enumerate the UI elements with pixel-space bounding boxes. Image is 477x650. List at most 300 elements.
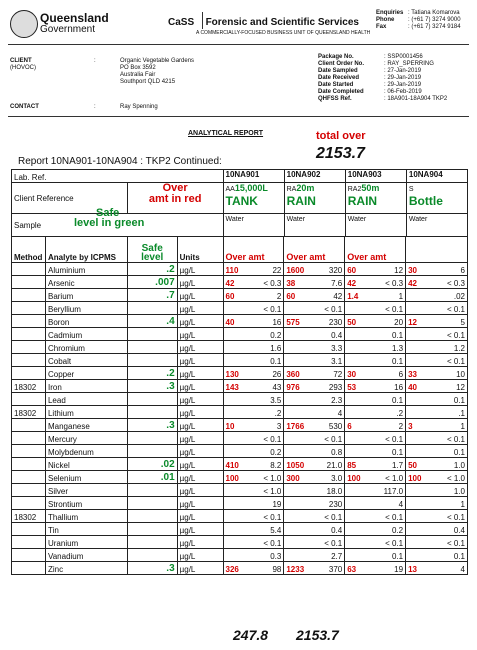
value-cell xyxy=(223,315,284,328)
value-cell xyxy=(284,471,345,484)
client-address-line: Organic Vegetable Gardens xyxy=(120,58,195,64)
measured-value: 18.0 xyxy=(326,487,343,496)
value-pair xyxy=(286,526,342,535)
safe-level-cell xyxy=(127,497,177,510)
value-pair xyxy=(286,409,342,418)
value-cell xyxy=(406,263,468,276)
org-name xyxy=(40,12,109,36)
client-ref-small: S xyxy=(408,186,414,193)
value-cell xyxy=(345,445,406,458)
value-pair xyxy=(286,318,342,327)
over-amount: 60 xyxy=(225,292,235,301)
measured-value: 5 xyxy=(460,318,465,327)
value-pair xyxy=(286,500,342,509)
table-row xyxy=(12,393,468,406)
over-amount: 63 xyxy=(347,565,357,574)
value-cell xyxy=(223,276,284,289)
clientref-cells-col xyxy=(224,183,284,213)
table-row xyxy=(12,302,468,315)
measured-value: 1.0 xyxy=(453,487,465,496)
unit-cell: µg/L xyxy=(177,471,223,484)
value-cell xyxy=(284,419,345,432)
value-cell xyxy=(406,536,468,549)
measured-value: 0.1 xyxy=(453,552,465,561)
client-ref-hand-small: 50m xyxy=(361,183,380,193)
value-pair xyxy=(347,487,403,496)
total-col2: 2153.7 xyxy=(296,627,339,643)
measured-value: 3.0 xyxy=(331,474,343,483)
analyte-cell: Copper xyxy=(45,367,127,380)
client-ref-label: Client Reference xyxy=(12,183,128,214)
analyte-cell: Vanadium xyxy=(45,549,127,562)
sample-cells-col xyxy=(284,214,345,236)
package-label: Date Completed xyxy=(318,89,364,95)
measured-value: 1.3 xyxy=(391,344,404,353)
measured-value: 22 xyxy=(272,266,282,275)
over-amount: 6 xyxy=(347,422,352,431)
value-cell xyxy=(345,393,406,406)
value-pair xyxy=(226,461,282,470)
sample-row xyxy=(12,214,468,237)
value-pair xyxy=(286,461,342,470)
over-amount: 42 xyxy=(408,279,417,288)
measured-value: < 1.0 xyxy=(263,474,282,483)
client-ref-small: RA xyxy=(286,186,297,193)
contact-row-value: : Tatiana Komarova xyxy=(408,10,460,16)
analyte-cell: Cadmium xyxy=(45,328,127,341)
value-pair xyxy=(347,435,403,444)
value-cell xyxy=(345,302,406,315)
over-amount: 410 xyxy=(225,461,239,470)
over-amount: 100 xyxy=(347,474,361,483)
table-row xyxy=(12,549,468,562)
over-amount: 50 xyxy=(347,318,357,327)
value-cell xyxy=(345,536,406,549)
table-row xyxy=(12,328,468,341)
measured-value: 2 xyxy=(398,422,404,431)
value-cell xyxy=(284,549,345,562)
package-row xyxy=(318,96,477,103)
value-cell xyxy=(345,432,406,445)
value-cell xyxy=(345,406,406,419)
unit-cell: µg/L xyxy=(177,302,223,315)
sample-type: Water xyxy=(347,216,367,223)
client-ref-hand-big: RAIN xyxy=(286,194,316,208)
value-cell xyxy=(284,562,345,575)
package-label: Date Received xyxy=(318,75,360,81)
value-pair xyxy=(286,513,342,522)
measured-value: 230 xyxy=(328,318,343,327)
level-in-green-note: level in green xyxy=(74,217,145,229)
value-pair xyxy=(347,279,403,288)
value-pair xyxy=(286,292,342,301)
measured-value: .2 xyxy=(274,409,282,418)
value-cell xyxy=(345,263,406,276)
method-cell: 18302 xyxy=(12,406,46,419)
value-cell xyxy=(284,380,345,393)
client-divider xyxy=(8,116,469,117)
over-amount: 42 xyxy=(347,279,357,288)
value-cell xyxy=(284,497,345,510)
measured-value: 0.4 xyxy=(331,526,343,535)
measured-value: < 1.0 xyxy=(446,474,465,483)
value-pair xyxy=(226,474,282,483)
analyte-cell: Thallium xyxy=(45,510,127,523)
sample-cells-grid xyxy=(224,214,468,236)
package-row xyxy=(318,89,477,96)
value-cell xyxy=(284,432,345,445)
value-cell xyxy=(406,328,468,341)
analyte-cell: Chromium xyxy=(45,341,127,354)
value-cell xyxy=(406,315,468,328)
value-cell xyxy=(345,510,406,523)
measured-value: 3 xyxy=(276,422,282,431)
value-pair xyxy=(347,448,403,457)
over-amount: 976 xyxy=(286,383,300,392)
measured-value: 0.4 xyxy=(453,526,465,535)
measured-value: 230 xyxy=(328,500,343,509)
value-cell xyxy=(284,510,345,523)
measured-value: < 0.1 xyxy=(446,513,465,522)
client-address-line: PO Box 3592 xyxy=(120,65,156,71)
value-cell xyxy=(223,354,284,367)
value-cell xyxy=(223,458,284,471)
over-amount: 60 xyxy=(347,266,357,275)
lab-ref-id: 10NA901 xyxy=(225,170,260,179)
value-pair xyxy=(347,526,403,535)
unit-cell: µg/L xyxy=(177,289,223,302)
value-pair xyxy=(347,396,403,405)
unit-cell: µg/L xyxy=(177,341,223,354)
value-cell xyxy=(406,367,468,380)
value-cell xyxy=(345,523,406,536)
unit-cell: µg/L xyxy=(177,549,223,562)
package-value: : 29-Jan-2019 xyxy=(384,82,422,88)
client-address-line: Southport QLD 4215 xyxy=(120,79,176,85)
unit-cell: µg/L xyxy=(177,562,223,575)
lab-ref-row xyxy=(12,170,468,183)
value-pair xyxy=(347,422,403,431)
table-row xyxy=(12,458,468,471)
value-pair xyxy=(408,396,465,405)
measured-value: 19 xyxy=(272,500,282,509)
value-cell xyxy=(406,289,468,302)
client-ref-hand-big: TANK xyxy=(225,194,258,208)
value-pair xyxy=(286,279,342,288)
measured-value: 3.1 xyxy=(331,357,343,366)
table-row xyxy=(12,406,468,419)
table-row xyxy=(12,445,468,458)
analyte-cell: Strontium xyxy=(45,497,127,510)
table-row xyxy=(12,484,468,497)
value-pair xyxy=(226,487,282,496)
measured-value: 0.2 xyxy=(270,448,282,457)
measured-value: < 0.1 xyxy=(324,305,343,314)
client-ref-hand-big: Bottle xyxy=(408,194,443,208)
value-pair xyxy=(226,292,282,301)
value-cell xyxy=(345,497,406,510)
value-cell xyxy=(284,354,345,367)
value-pair xyxy=(408,435,465,444)
value-pair xyxy=(408,461,465,470)
unit-cell: µg/L xyxy=(177,328,223,341)
over-amount: 40 xyxy=(408,383,417,392)
measured-value: 0.1 xyxy=(270,357,282,366)
method-cell xyxy=(12,263,46,276)
sample-cells-col xyxy=(224,214,284,236)
value-pair xyxy=(408,357,465,366)
value-pair xyxy=(226,513,282,522)
analyte-cell: Lithium xyxy=(45,406,127,419)
value-cell xyxy=(223,562,284,575)
value-cell xyxy=(406,419,468,432)
over-amount: 1600 xyxy=(286,266,305,275)
value-pair xyxy=(408,448,465,457)
measured-value: 1 xyxy=(460,500,465,509)
measured-value: 10 xyxy=(456,370,465,379)
safe-level-cell xyxy=(127,484,177,497)
over-amount: 33 xyxy=(408,370,417,379)
value-pair xyxy=(226,370,282,379)
package-row xyxy=(318,61,477,68)
analyte-cell: Lead xyxy=(45,393,127,406)
value-pair xyxy=(226,539,282,548)
measured-value: 0.1 xyxy=(453,396,465,405)
value-cell xyxy=(345,289,406,302)
client-label: CLIENT xyxy=(10,58,32,64)
package-label: Package No. xyxy=(318,54,354,60)
unit-cell: µg/L xyxy=(177,510,223,523)
client-ref-hand-big: RAIN xyxy=(347,194,378,208)
over-note: Over xyxy=(162,182,188,194)
value-cell xyxy=(284,406,345,419)
analyte-cell: Manganese xyxy=(45,419,127,432)
value-pair xyxy=(408,487,465,496)
value-cell xyxy=(284,393,345,406)
measured-value: 3.3 xyxy=(331,344,343,353)
measured-value: < 1.0 xyxy=(385,474,404,483)
measured-value: 2.3 xyxy=(331,396,343,405)
client-ref-hand-small: 20m xyxy=(296,183,315,193)
measured-value: .1 xyxy=(458,409,465,418)
method-cell xyxy=(12,445,46,458)
value-pair xyxy=(408,318,465,327)
measured-value: < 0.1 xyxy=(385,539,404,548)
value-pair xyxy=(408,279,465,288)
over-amount: 30 xyxy=(408,266,417,275)
method-cell xyxy=(12,432,46,445)
value-pair xyxy=(286,357,342,366)
method-cell xyxy=(12,549,46,562)
sample-cells-col xyxy=(406,214,467,236)
measured-value: 16 xyxy=(272,318,282,327)
value-pair xyxy=(286,396,342,405)
unit-cell: µg/L xyxy=(177,536,223,549)
over-amount: 300 xyxy=(286,474,300,483)
value-cell xyxy=(345,471,406,484)
lab-ref-id: 10NA903 xyxy=(347,170,382,179)
safe-level-cell: .4 xyxy=(127,315,177,328)
measured-value: 21.0 xyxy=(326,461,343,470)
measured-value: 1.7 xyxy=(391,461,404,470)
value-pair xyxy=(226,357,282,366)
value-cell xyxy=(406,562,468,575)
lab-ref-id: 10NA902 xyxy=(286,170,321,179)
value-cell xyxy=(223,445,284,458)
measured-value: 98 xyxy=(272,565,282,574)
value-pair xyxy=(286,565,342,574)
value-cell xyxy=(345,549,406,562)
over-amount: 38 xyxy=(286,279,296,288)
package-value: : 06-Feb-2019 xyxy=(384,89,422,95)
over-amount: 100 xyxy=(225,474,239,483)
over-amount: 10 xyxy=(225,422,235,431)
value-cell xyxy=(406,458,468,471)
analyte-cell: Barium xyxy=(45,289,127,302)
over-amount: 42 xyxy=(225,279,235,288)
value-cell xyxy=(223,497,284,510)
package-value: : SSP0001456 xyxy=(384,54,423,60)
value-cell xyxy=(284,289,345,302)
client-colon: : xyxy=(94,58,96,64)
analyte-cell: Beryllium xyxy=(45,302,127,315)
method-cell xyxy=(12,367,46,380)
value-cell xyxy=(223,549,284,562)
value-pair xyxy=(347,565,403,574)
package-value: : 18A901-18A904 TKP2 xyxy=(384,96,448,102)
method-cell xyxy=(12,523,46,536)
over-amt-header-3: Over amt xyxy=(345,237,406,263)
measured-value: 4 xyxy=(337,409,343,418)
contact-row xyxy=(376,17,476,24)
lab-title: Forensic and Scientific Services xyxy=(205,17,359,28)
value-pair xyxy=(408,500,465,509)
value-pair xyxy=(408,565,465,574)
unit-cell: µg/L xyxy=(177,419,223,432)
measured-value: 0.2 xyxy=(391,526,404,535)
analyte-cell: Selenium xyxy=(45,471,127,484)
value-cell xyxy=(284,367,345,380)
table-row xyxy=(12,510,468,523)
value-cell xyxy=(223,341,284,354)
method-cell xyxy=(12,289,46,302)
safe-level-cell: .3 xyxy=(127,380,177,393)
measured-value: .02 xyxy=(453,292,465,301)
safe-level-cell xyxy=(127,328,177,341)
analyte-cell: Uranium xyxy=(45,536,127,549)
unit-cell: µg/L xyxy=(177,458,223,471)
value-cell xyxy=(406,302,468,315)
safe-note: Safe xyxy=(96,207,120,219)
value-cell xyxy=(406,510,468,523)
value-cell xyxy=(345,328,406,341)
value-pair xyxy=(226,383,282,392)
table-row xyxy=(12,276,468,289)
value-pair xyxy=(347,474,403,483)
analyte-cell: Nickel xyxy=(45,458,127,471)
over-amount: 30 xyxy=(347,370,357,379)
measured-value: < 0.1 xyxy=(446,331,465,340)
value-cell xyxy=(406,354,468,367)
value-pair xyxy=(226,409,282,418)
analyte-cell: Arsenic xyxy=(45,276,127,289)
client-address-line: Australia Fair xyxy=(120,72,156,78)
measured-value: < 0.1 xyxy=(324,513,343,522)
safe-level-cell xyxy=(127,341,177,354)
analyte-cell: Silver xyxy=(45,484,127,497)
method-cell xyxy=(12,458,46,471)
method-cell xyxy=(12,471,46,484)
measured-value: 43 xyxy=(272,383,282,392)
over-amount: 1050 xyxy=(286,461,305,470)
unit-cell: µg/L xyxy=(177,354,223,367)
table-row xyxy=(12,497,468,510)
measured-value: < 0.1 xyxy=(446,539,465,548)
contact-row-label: Fax xyxy=(376,24,387,30)
clientref-cells-col xyxy=(284,183,345,213)
value-pair xyxy=(286,487,342,496)
value-pair xyxy=(408,474,465,483)
measured-value: < 0.1 xyxy=(446,435,465,444)
value-cell xyxy=(223,263,284,276)
lab-ref-label: Lab. Ref. xyxy=(12,170,224,183)
value-pair xyxy=(226,435,282,444)
value-pair xyxy=(286,331,342,340)
measured-value: 4 xyxy=(460,565,465,574)
value-cell xyxy=(406,380,468,393)
safe-level-cell xyxy=(127,302,177,315)
analyte-cell: Cobalt xyxy=(45,354,127,367)
value-cell xyxy=(345,380,406,393)
over-amount: 60 xyxy=(286,292,296,301)
method-cell xyxy=(12,562,46,575)
value-pair xyxy=(408,526,465,535)
sample-type: Water xyxy=(225,216,244,223)
value-pair xyxy=(347,357,403,366)
safe-level-header: Safe level xyxy=(127,237,177,263)
unit-cell: µg/L xyxy=(177,276,223,289)
unit-cell: µg/L xyxy=(177,445,223,458)
value-pair xyxy=(347,305,403,314)
value-cell xyxy=(406,445,468,458)
value-pair xyxy=(226,305,282,314)
unit-cell: µg/L xyxy=(177,432,223,445)
over-amount: 85 xyxy=(347,461,357,470)
over-amount: 130 xyxy=(225,370,239,379)
queensland-crest-icon xyxy=(10,10,38,38)
value-cell xyxy=(223,419,284,432)
package-label: Client Order No. xyxy=(318,61,365,67)
value-cell xyxy=(284,315,345,328)
value-cell xyxy=(223,289,284,302)
measured-value: 72 xyxy=(333,370,343,379)
measured-value: 8.2 xyxy=(270,461,282,470)
safe-level-cell xyxy=(127,549,177,562)
value-cell xyxy=(284,458,345,471)
measured-value: 0.2 xyxy=(270,331,282,340)
client-ref-hand-small: 15,000L xyxy=(234,183,268,193)
value-cell xyxy=(345,315,406,328)
value-cell xyxy=(223,393,284,406)
method-cell xyxy=(12,393,46,406)
lab-heading xyxy=(168,12,370,36)
value-cell xyxy=(284,328,345,341)
analyte-cell: Molybdenum xyxy=(45,445,127,458)
measured-value: 0.1 xyxy=(453,448,465,457)
value-pair xyxy=(408,292,465,301)
measured-value: 0.4 xyxy=(331,331,343,340)
lab-ref-id: 10NA904 xyxy=(408,170,443,179)
